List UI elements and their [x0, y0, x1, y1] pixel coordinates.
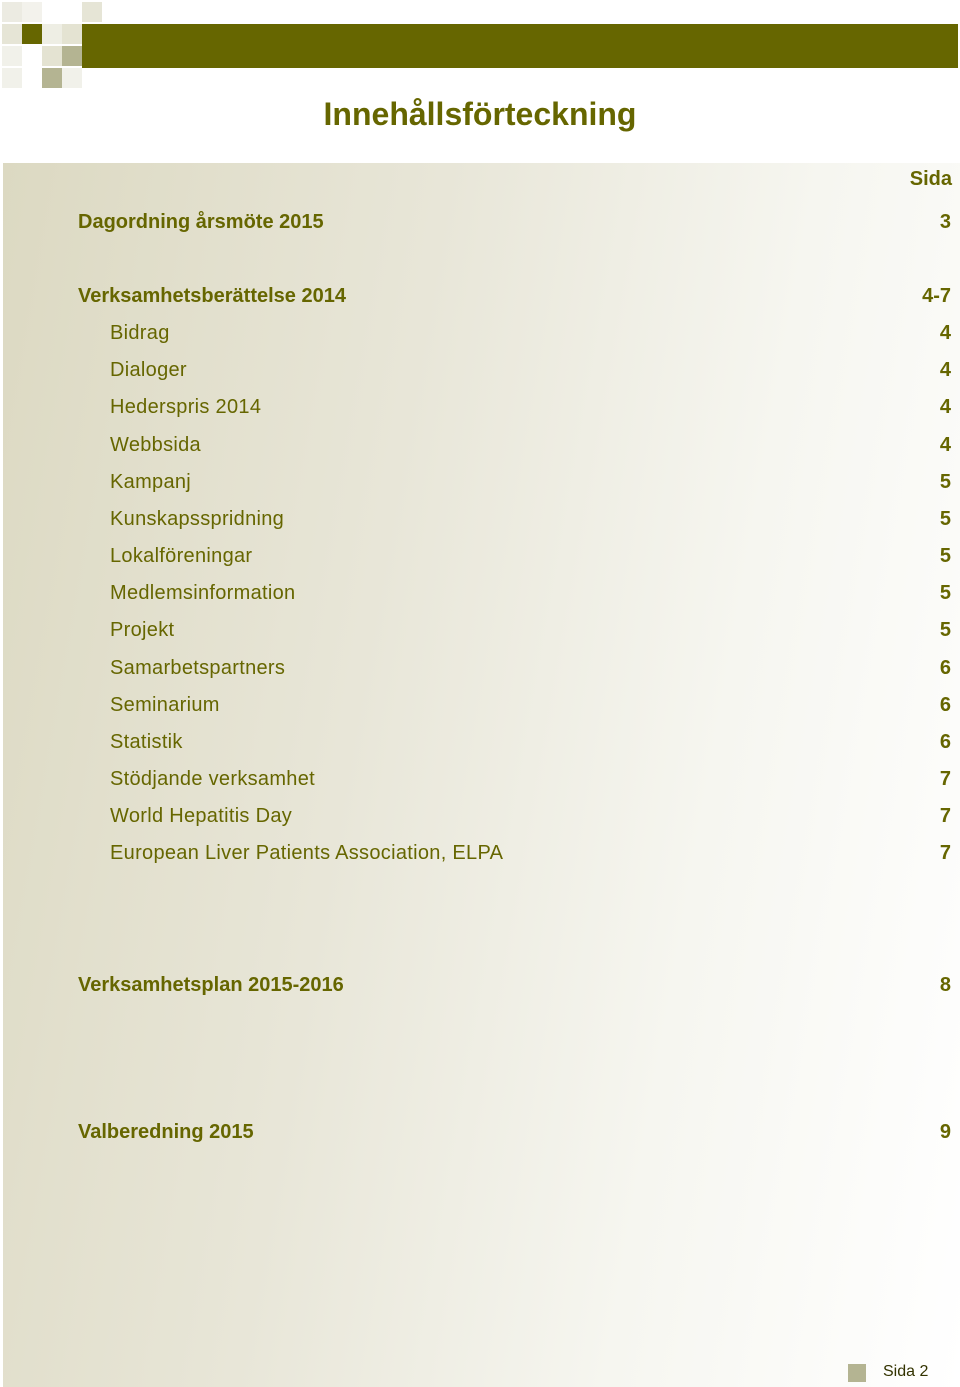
toc-subentry-page: 7	[939, 842, 951, 864]
toc-subentry-label: Stödjande verksamhet	[110, 768, 316, 790]
footer-page-number: Sida 2	[883, 1363, 929, 1380]
toc-entry-label: Dagordning årsmöte 2015	[78, 211, 324, 233]
footer-square-icon	[848, 1364, 866, 1382]
page-column-label: Sida	[909, 168, 952, 190]
toc-subentry-label: European Liver Patients Association, ELPA	[110, 842, 504, 864]
toc-subentry	[78, 319, 951, 347]
toc-entry-label: Verksamhetsberättelse 2014	[78, 285, 346, 307]
toc-subentry	[78, 654, 951, 682]
toc-subentry	[78, 728, 951, 756]
toc-subentry-page: 4	[939, 396, 951, 418]
toc-subentry-page: 7	[939, 805, 951, 827]
toc-subentry-label: Statistik	[110, 731, 183, 753]
decor-square	[82, 2, 102, 22]
toc-subentry	[78, 431, 951, 459]
decor-square	[42, 46, 62, 66]
toc-subentry-label: World Hepatitis Day	[110, 805, 293, 827]
toc-subentry-page: 4	[939, 322, 951, 344]
toc-subentry	[78, 468, 951, 496]
toc-subentry-page: 5	[939, 582, 951, 604]
decor-square	[2, 46, 22, 66]
toc-subentry	[78, 393, 951, 421]
toc-entry	[78, 282, 951, 310]
toc-subentry-page: 6	[939, 694, 951, 716]
toc-subentry	[78, 505, 951, 533]
decor-square	[62, 68, 82, 88]
toc-subentry-label: Bidrag	[110, 322, 170, 344]
toc-subentry-page: 6	[939, 731, 951, 753]
toc-entry-page: 8	[939, 974, 951, 996]
toc-subentry-label: Seminarium	[110, 694, 220, 716]
toc-subentry	[78, 691, 951, 719]
decor-square	[2, 2, 22, 22]
toc-subentry-label: Projekt	[110, 619, 175, 641]
toc-subentry-label: Medlemsinformation	[110, 582, 296, 604]
toc-subentry-label: Kampanj	[110, 471, 192, 493]
toc-subentry	[78, 765, 951, 793]
toc-subentry-label: Hederspris 2014	[110, 396, 262, 418]
toc-subentry-label: Samarbetspartners	[110, 657, 286, 679]
toc-subentry-page: 5	[939, 471, 951, 493]
toc-entry-label: Valberedning 2015	[78, 1121, 254, 1143]
toc-entry-page: 4-7	[922, 285, 951, 307]
toc-subentry-page: 4	[939, 434, 951, 456]
toc-subentry-page: 4	[939, 359, 951, 381]
header-decoration	[0, 0, 960, 95]
toc-subentry-label: Dialoger	[110, 359, 187, 381]
toc-subentry-page: 7	[939, 768, 951, 790]
decor-square	[2, 24, 22, 44]
toc-entry	[78, 971, 951, 999]
toc-entry	[78, 1118, 951, 1146]
toc-entry-page: 3	[939, 211, 951, 233]
toc-subentry	[78, 802, 951, 830]
toc-subentry	[78, 839, 951, 867]
header-bar	[82, 24, 958, 68]
toc-subentry	[78, 356, 951, 384]
decor-square	[42, 68, 62, 88]
toc-entry-page: 9	[939, 1121, 951, 1143]
decor-square	[22, 24, 42, 44]
toc-subentry-page: 6	[939, 657, 951, 679]
toc-subentry	[78, 616, 951, 644]
decor-square	[2, 68, 22, 88]
toc-subentry-label: Lokalföreningar	[110, 545, 253, 567]
toc-entry	[78, 208, 951, 236]
toc-subentry	[78, 542, 951, 570]
toc-entry-label: Verksamhetsplan 2015-2016	[78, 974, 344, 996]
page-title: Innehållsförteckning	[323, 96, 637, 132]
decor-square	[62, 46, 82, 66]
decor-square	[62, 24, 82, 44]
toc-subentry	[78, 579, 951, 607]
decor-square	[42, 24, 62, 44]
decor-square	[22, 2, 42, 22]
toc-subentry-page: 5	[939, 545, 951, 567]
toc-subentry-page: 5	[939, 619, 951, 641]
toc-subentry-label: Kunskapsspridning	[110, 508, 285, 530]
toc-subentry-label: Webbsida	[110, 434, 201, 456]
toc-subentry-page: 5	[939, 508, 951, 530]
